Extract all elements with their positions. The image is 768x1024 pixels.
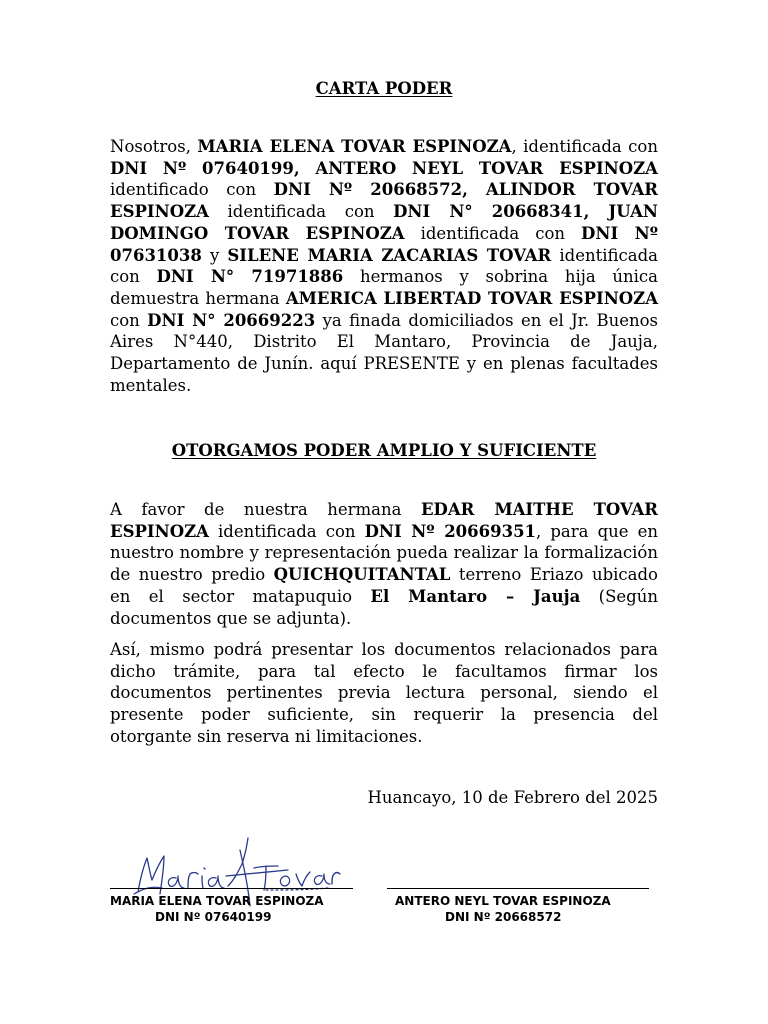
text-run: terreno Eriazo ubicado en el sector matapuquio [110,565,658,606]
bold-text-run: El Mantaro – Jauja [370,586,581,606]
signature-line-right [387,888,649,889]
intro-paragraph [110,136,658,396]
powers-paragraph: Así, mismo podrá presentar los documentos relacionados para dicho trámite, para tal efecto le facultamos firmar los documentos pertinentes previa lectura personal, siendo el presente poder suficiente, sin requerir la presencia del otorgante sin reserva ni limitaciones. [110,640,658,746]
bold-text-run: DNI Nº 20669351 [364,521,537,541]
bold-text-run: DNI Nº 20668572, ALINDOR TOVAR ESPINOZA [110,180,658,222]
signatory-dni-right: DNI Nº 20668572 [445,910,562,924]
signature-line-left [110,888,353,889]
text-run: con [110,310,148,330]
text-run: , para que en nuestro nombre y representación pueda realizar la formalización de nuestro predio [110,521,658,585]
date-line: Huancayo, 10 de Febrero del 2025 [367,788,658,807]
bold-text-run: DNI Nº 07640199, ANTERO NEYL TOVAR ESPINOZA [110,158,658,178]
bold-text-run: SILENE MARIA ZACARIAS TOVAR [227,245,552,265]
bold-text-run: DNI N° 20668341, JUAN DOMINGO TOVAR ESPINOZA [110,202,658,243]
text-run: identificada con [208,521,365,541]
bold-text-run: MARIA ELENA TOVAR ESPINOZA [197,137,512,156]
text-run: identificada con [208,202,394,222]
text-run: identificada con [404,223,582,243]
grant-heading: OTORGAMOS PODER AMPLIO Y SUFICIENTE [171,441,597,460]
bold-text-run: DNI N° 71971886 [156,267,344,287]
signatory-dni-left: DNI Nº 07640199 [155,910,272,924]
text-run: (Según documentos que se adjunta). [110,586,658,628]
text-run: identificado con [110,180,274,200]
text-run: , identificada con [511,137,658,156]
bold-text-run: AMERICA LIBERTAD TOVAR ESPINOZA [285,288,659,308]
text-run: A favor de nuestra hermana [110,500,421,519]
document-title: CARTA PODER [315,79,453,98]
grant-paragraph [110,499,658,629]
bold-text-run: DNI Nº 07631038 [110,223,659,265]
signatory-name-right: ANTERO NEYL TOVAR ESPINOZA [395,894,611,908]
signatory-name-left: MARIA ELENA TOVAR ESPINOZA [110,894,324,908]
text-run: identificada con [110,245,658,287]
text-run: ya finada domiciliados en el Jr. Buenos Aires N°440, Distrito El Mantaro, Provincia de Jauja, Departamento de Junín. aquí PRESENTE y en plenas facultades mentales. [110,310,659,395]
text-run: y [201,245,228,265]
bold-text-run: QUICHQUITANTAL [273,565,451,585]
bold-text-run: EDAR MAITHE TOVAR ESPINOZA [110,500,658,541]
text-run: hermanos y sobrina hija única demuestra hermana [110,267,658,308]
bold-text-run: DNI N° 20669223 [147,310,316,330]
text-run: Nosotros, [110,137,198,156]
